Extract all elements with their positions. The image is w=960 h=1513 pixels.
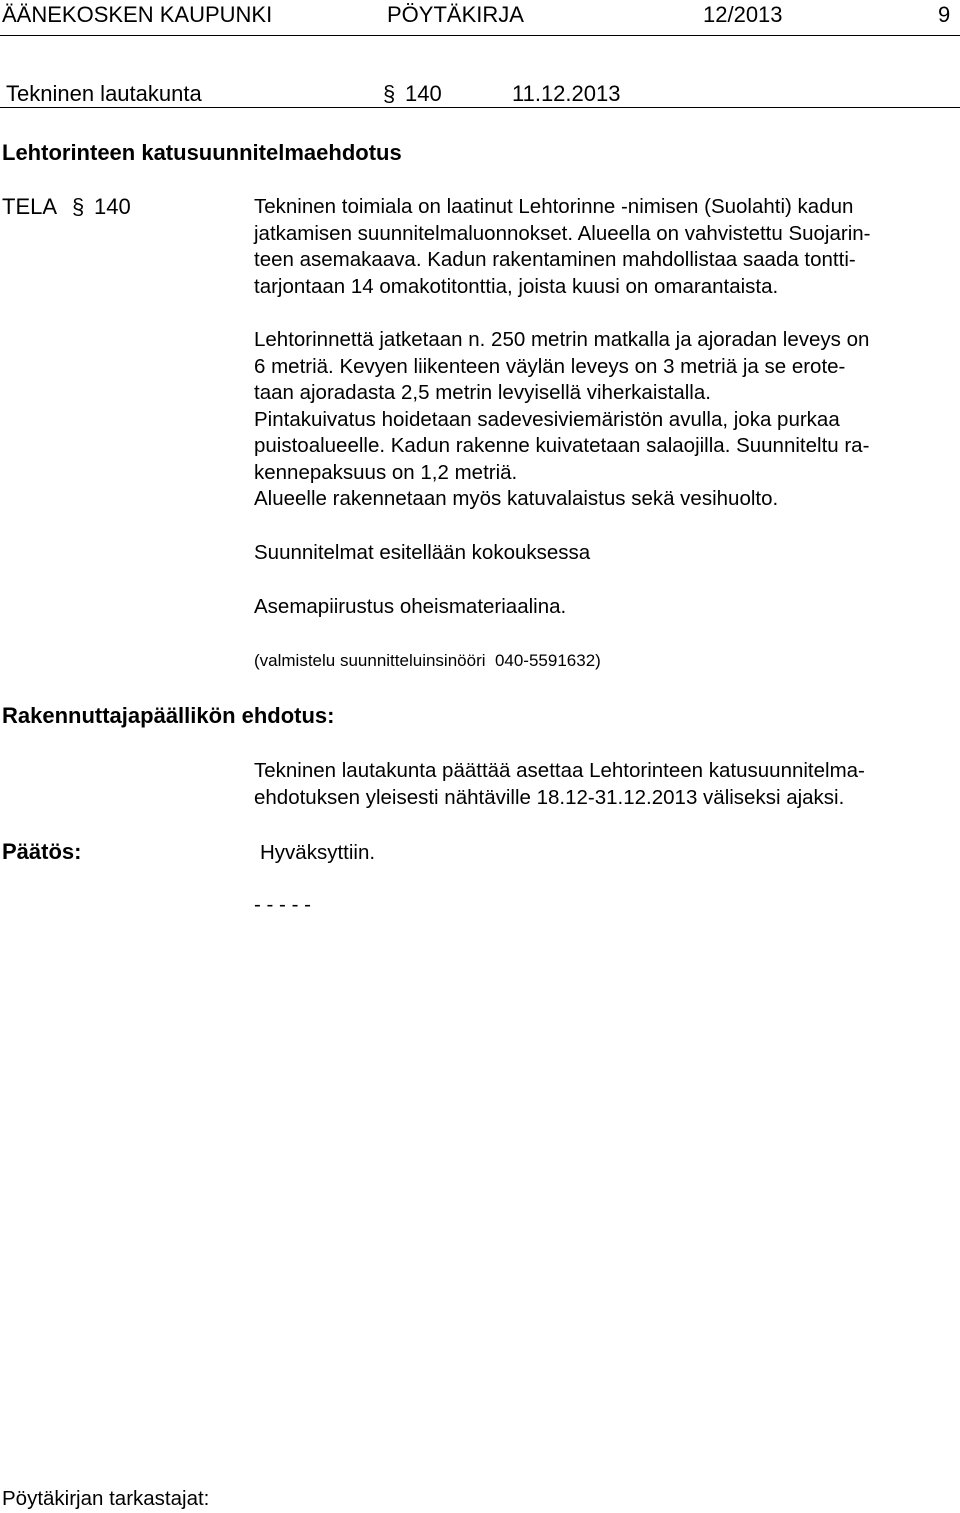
paragraph-plan-details	[254, 327, 958, 513]
paragraph-line: Pintakuivatus hoidetaan sadevesiviemäristön avulla, joka purkaa	[254, 407, 840, 431]
document-type: PÖYTÄKIRJA	[387, 2, 524, 27]
section-symbol: §	[383, 81, 396, 106]
meeting-divider	[0, 107, 960, 108]
header-divider	[0, 35, 960, 36]
paragraph-line: 6 metriä. Kevyen liikenteen väylän leveys on 3 metriä ja se erote-	[254, 354, 846, 378]
decision-label: Päätös:	[2, 839, 82, 864]
page-title: Lehtorinteen katusuunnitelmaehdotus	[2, 140, 402, 165]
preparer-note: (valmistelu suunnitteluinsinööri 040-5591632)	[254, 651, 601, 670]
page-number: 9	[938, 2, 951, 27]
paragraph-line: teen asemakaava. Kadun rakentaminen mahdollistaa saada tontti-	[254, 248, 856, 271]
reference-symbol: §	[72, 194, 85, 219]
proposal-text	[254, 758, 958, 811]
paragraph-line: tarjontaan 14 omakotitonttia, joista kuusi on omarantaista.	[254, 274, 779, 298]
paragraph-line: taan ajoradasta 2,5 metrin levyisellä viherkaistalla.	[254, 381, 711, 404]
paragraph-line: puistoalueelle. Kadun rakenne kuivatetaan salaojilla. Suunniteltu ra-	[254, 434, 870, 457]
paragraph-line: kennepaksuus on 1,2 metriä.	[254, 460, 518, 484]
reference-code: TELA	[2, 194, 58, 219]
reference-number: 140	[94, 194, 131, 219]
paragraph-presentation: Suunnitelmat esitellään kokouksessa	[254, 541, 591, 564]
section-number: 140	[405, 81, 442, 106]
paragraph-line: jatkamisen suunnitelmaluonnokset. Alueella on vahvistettu Suojarin-	[254, 221, 871, 245]
paragraph-line: Tekninen toimiala on laatinut Lehtorinne -nimisen (Suolahti) kadun	[254, 195, 854, 218]
proposal-label: Rakennuttajapäällikön ehdotus:	[2, 703, 335, 728]
paragraph-background	[254, 194, 958, 300]
section-separator: - - - - -	[254, 893, 311, 916]
paragraph-attachment: Asemapiirustus oheismateriaalina.	[254, 595, 567, 618]
org-name: ÄÄNEKOSKEN KAUPUNKI	[2, 2, 273, 27]
board-name: Tekninen lautakunta	[6, 81, 202, 106]
proposal-line: ehdotuksen yleisesti nähtäville 18.12-31.12.2013 väliseksi ajaksi.	[254, 785, 845, 809]
paragraph-line: Lehtorinnettä jatketaan n. 250 metrin matkalla ja ajoradan leveys on	[254, 328, 870, 351]
paragraph-line: Alueelle rakennetaan myös katuvalaistus sekä vesihuolto.	[254, 487, 779, 510]
document-number: 12/2013	[703, 2, 783, 27]
meeting-date: 11.12.2013	[512, 81, 621, 106]
decision-text: Hyväksyttiin.	[260, 841, 376, 864]
inspectors-label: Pöytäkirjan tarkastajat:	[2, 1487, 210, 1510]
proposal-line: Tekninen lautakunta päättää asettaa Lehtorinteen katusuunnitelma-	[254, 759, 865, 782]
